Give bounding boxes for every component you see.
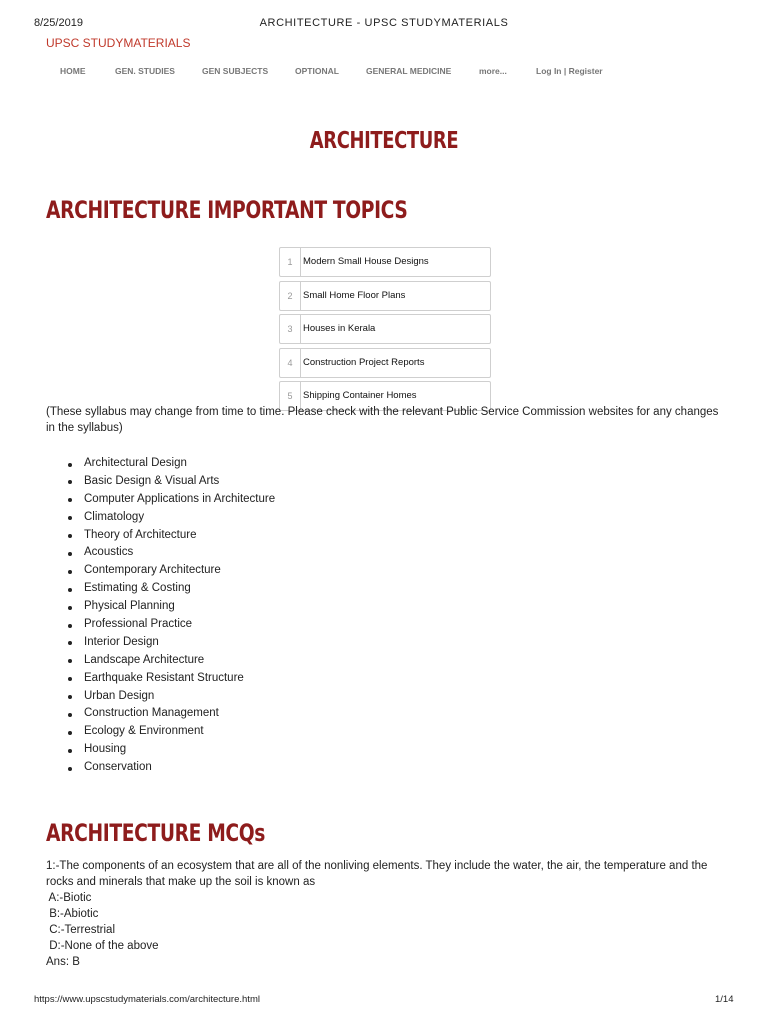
topic-number: 3 [280,315,301,343]
topic-number: 5 [280,382,301,410]
topics-list [279,247,491,415]
list-item: Professional Practice [84,616,275,634]
topic-link[interactable]: Modern Small House Designs [303,256,429,267]
nav-item-more[interactable]: more... [479,66,507,76]
nav-item-gen-subjects[interactable]: GEN SUBJECTS [202,66,269,76]
mcq-option-c: C:-Terrestrial [46,924,116,936]
topic-link[interactable]: Construction Project Reports [303,356,425,368]
list-item: Climatology [84,509,275,527]
page-title: ARCHITECTURE [309,128,459,154]
list-item: Conservation [84,759,275,777]
nav-item-gen-studies[interactable]: GEN. STUDIES [115,66,175,76]
mcq-question: 1:-The components of an ecosystem that are all of the nonliving elements. They include the water, the air, the temperature and the rocks and minerals that make up the soil is known as [46,860,708,888]
topic-item[interactable] [279,281,491,311]
list-item: Landscape Architecture [84,652,275,670]
list-item: Computer Applications in Architecture [84,491,275,509]
syllabus-list [46,455,275,777]
topic-number: 4 [280,349,301,377]
list-item: Estimating & Costing [84,580,275,598]
topic-link[interactable]: Small Home Floor Plans [303,289,406,301]
print-date: 8/25/2019 [34,17,83,29]
list-item: Physical Planning [84,598,275,616]
mcq-answer: Ans: B [46,956,80,968]
print-footer-url: https://www.upscstudymaterials.com/architecture.html [34,994,260,1005]
print-title: ARCHITECTURE - UPSC STUDYMATERIALS [259,17,509,29]
nav-item-home[interactable]: HOME [60,66,86,76]
list-item: Construction Management [84,705,275,723]
list-item: Earthquake Resistant Structure [84,670,275,688]
topic-item[interactable] [279,348,491,378]
list-item: Contemporary Architecture [84,562,275,580]
list-item: Urban Design [84,688,275,706]
topic-number: 1 [280,248,301,276]
list-item: Ecology & Environment [84,723,275,741]
mcq-option-b: B:-Abiotic [46,908,99,920]
list-item: Basic Design & Visual Arts [84,473,275,491]
topic-item[interactable] [279,314,491,344]
list-item: Theory of Architecture [84,527,275,545]
nav-item-general-medicine[interactable]: GENERAL MEDICINE [366,66,452,76]
topic-item[interactable] [279,247,491,277]
mcq-heading: ARCHITECTURE MCQs [46,819,266,847]
topics-heading: ARCHITECTURE IMPORTANT TOPICS [46,196,408,224]
mcq-option-a: A:-Biotic [46,892,92,904]
topic-link[interactable]: Shipping Container Homes [303,390,417,401]
nav-item-optional[interactable]: OPTIONAL [295,66,339,76]
topic-link[interactable]: Houses in Kerala [303,323,376,334]
topic-number: 2 [280,282,301,310]
list-item: Housing [84,741,275,759]
list-item: Interior Design [84,634,275,652]
login-register-link[interactable]: Log In | Register [536,66,603,76]
list-item: Architectural Design [84,455,275,473]
mcq-block [46,858,726,970]
mcq-option-d: D:-None of the above [46,940,159,952]
print-page-number: 1/14 [715,994,734,1005]
list-item: Acoustics [84,544,275,562]
syllabus-note: (These syllabus may change from time to time. Please check with the relevant Public Service Commission websites for any changes in the syllabus) [46,406,719,434]
site-title-link[interactable]: UPSC STUDYMATERIALS [46,36,191,50]
